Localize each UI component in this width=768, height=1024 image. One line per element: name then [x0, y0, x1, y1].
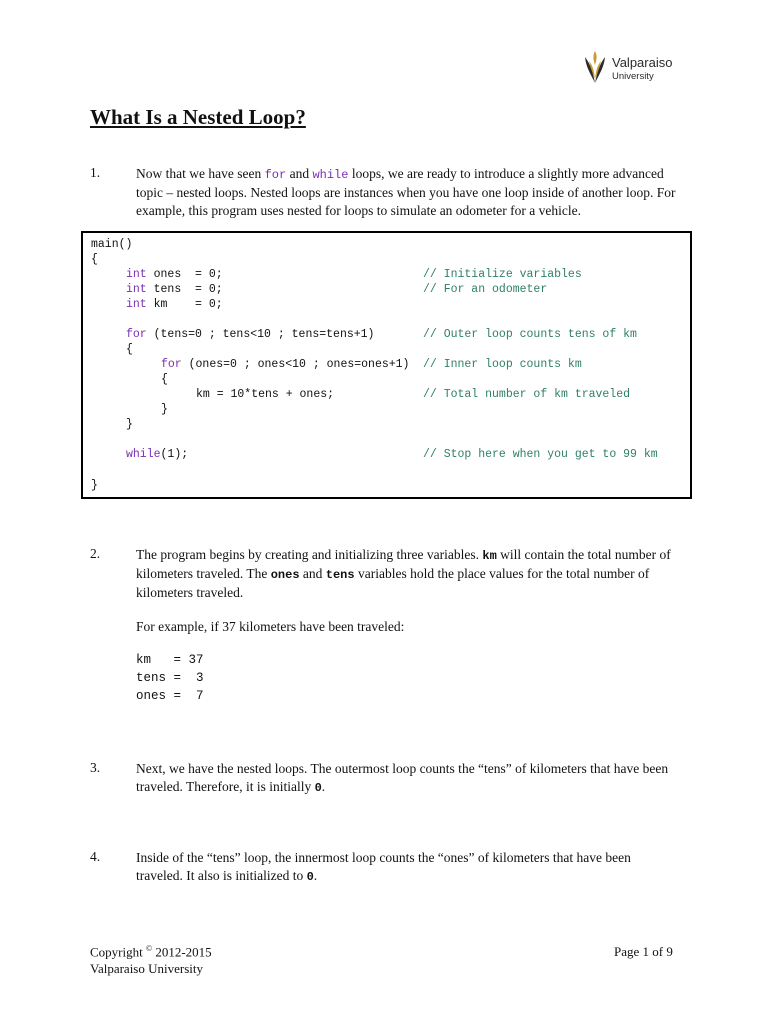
item-4-number: 4.: [90, 849, 101, 864]
example-line: tens = 3: [136, 671, 204, 685]
code-line: }: [126, 418, 133, 431]
code-comment: // Total number of km traveled: [423, 388, 631, 401]
code-line: int km = 0;: [126, 298, 223, 311]
code-line: int ones = 0;: [126, 268, 223, 281]
footer-organization: Valparaiso University: [90, 961, 204, 976]
code-line: {: [161, 373, 168, 386]
item-2-text: The program begins by creating and initializing three variables. km will contain the total number of kilometers traveled. The ones and tens variables hold the place values for the total number of kilometers traveled.: [136, 547, 671, 600]
code-line: {: [126, 343, 133, 356]
item-2-example-intro: For example, if 37 kilometers have been traveled:: [136, 619, 405, 634]
item-2-number: 2.: [90, 546, 101, 561]
code-comment: // Inner loop counts km: [423, 358, 582, 371]
logo-subname: University: [612, 71, 654, 82]
logo-name: Valparaiso: [612, 55, 673, 70]
item-1-text: Now that we have seen for and while loops, we are ready to introduce a slightly more advanced topic – nested loops. Nested loops are instances when you have one loop inside of another loop. For example, this program uses nested for loops to simulate an odometer for a vehicle.: [136, 166, 676, 218]
code-comment: // Outer loop counts tens of km: [423, 328, 637, 341]
example-line: ones = 7: [136, 689, 204, 703]
footer-copyright: Copyright © 2012-2015: [90, 944, 212, 960]
page-number: Page 1 of 9: [614, 944, 673, 959]
code-line: int tens = 0;: [126, 283, 223, 296]
code-line: {: [91, 253, 98, 266]
code-comment: // Stop here when you get to 99 km: [423, 448, 658, 461]
code-line: }: [161, 403, 168, 416]
example-line: km = 37: [136, 653, 204, 667]
item-3-text: Next, we have the nested loops. The outermost loop counts the “tens” of kilometers that have been traveled. Therefore, it is initially 0.: [136, 761, 669, 795]
item-1-number: 1.: [90, 165, 101, 180]
university-logo: [582, 49, 692, 87]
code-listing: [81, 231, 692, 499]
code-line: }: [91, 479, 98, 492]
code-comment: // Initialize variables: [423, 268, 582, 281]
code-comment: // For an odometer: [423, 283, 548, 296]
item-4-text: Inside of the “tens” loop, the innermost loop counts the “ones” of kilometers that have been traveled. It also is initialized to 0.: [136, 850, 631, 884]
flame-logo-icon: [582, 49, 608, 85]
code-line: while(1);: [126, 448, 189, 461]
code-line: for (tens=0 ; tens<10 ; tens=tens+1): [126, 328, 375, 341]
item-3-number: 3.: [90, 760, 101, 775]
code-line: for (ones=0 ; ones<10 ; ones=ones+1): [161, 358, 410, 371]
code-line: main(): [91, 238, 133, 251]
page-title: What Is a Nested Loop?: [90, 105, 306, 129]
code-line: km = 10*tens + ones;: [196, 388, 335, 401]
